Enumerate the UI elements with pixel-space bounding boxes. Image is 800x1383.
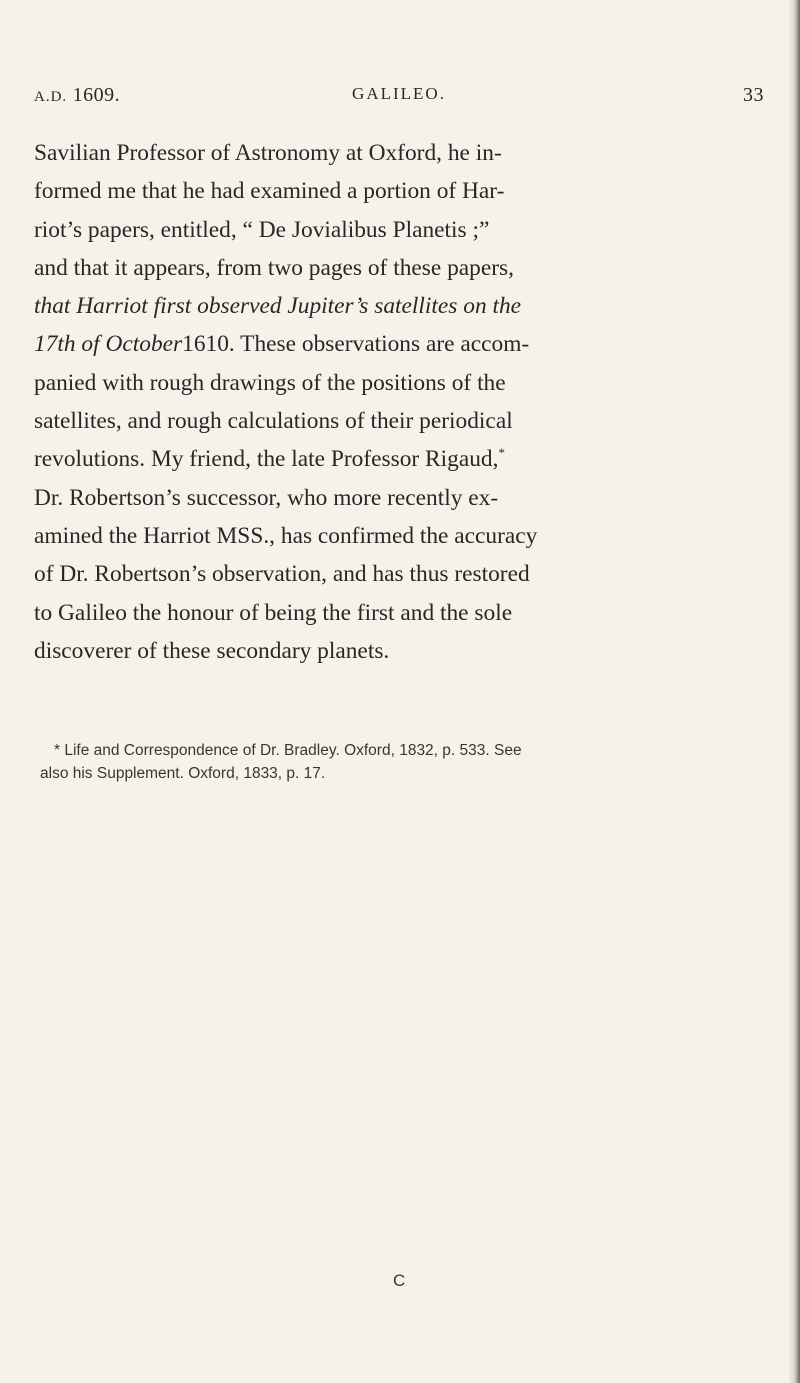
footnote-line bbox=[40, 762, 765, 785]
text-line-content: panied with rough drawings of the positions of the bbox=[34, 369, 506, 396]
text-line-content: riot’s papers, entitled, “ De Jovialibus Planetis ;” bbox=[34, 216, 490, 243]
text-line-content: Savilian Professor of Astronomy at Oxford, he in- bbox=[34, 140, 502, 166]
footnote-line bbox=[40, 739, 765, 762]
text-line bbox=[34, 364, 765, 402]
text-line-content: revolutions. My friend, the late Professor Rigaud, bbox=[34, 446, 499, 473]
text-line bbox=[34, 594, 765, 632]
text-line bbox=[34, 287, 765, 325]
text-line bbox=[34, 134, 765, 172]
italic-text-line: that Harriot first observed Jupiter’s satellites on the bbox=[34, 293, 522, 320]
text-line bbox=[34, 402, 765, 440]
text-line bbox=[34, 555, 765, 593]
running-head-title: GALILEO. bbox=[352, 84, 446, 103]
text-line-content: of Dr. Robertson’s observation, and has thus restored bbox=[34, 561, 530, 588]
page-binding-edge bbox=[788, 0, 800, 1383]
text-line bbox=[34, 211, 765, 249]
text-line-content: satellites, and rough calculations of their periodical bbox=[34, 408, 513, 435]
footnote-reference-mark: * bbox=[498, 445, 505, 461]
body-paragraph bbox=[34, 134, 765, 670]
text-line-content: amined the Harriot MSS., has confirmed the accuracy bbox=[34, 522, 538, 549]
text-line-content: and that it appears, from two pages of these papers, bbox=[34, 254, 514, 281]
running-head-era: A.D. bbox=[34, 89, 68, 105]
running-head-year: 1609. bbox=[72, 84, 121, 106]
footnote-text: also his Supplement. Oxford, 1833, p. 17. bbox=[40, 765, 326, 782]
signature-mark: C bbox=[393, 1271, 406, 1290]
text-line bbox=[34, 632, 765, 670]
text-line-content: discoverer of these secondary planets. bbox=[34, 637, 390, 664]
text-line-content: formed me that he had examined a portion of Har- bbox=[34, 178, 505, 205]
text-line bbox=[34, 479, 765, 517]
italic-date: 17th of October bbox=[34, 331, 183, 358]
running-head bbox=[34, 84, 764, 114]
text-line bbox=[34, 325, 765, 363]
footnote-text: * Life and Correspondence of Dr. Bradley. Oxford, 1832, p. 533. See bbox=[54, 742, 522, 759]
page-number: 33 bbox=[743, 84, 764, 106]
text-line bbox=[34, 517, 765, 555]
text-line bbox=[34, 440, 765, 478]
text-line bbox=[34, 249, 765, 287]
footnote bbox=[40, 739, 765, 785]
text-line-content: Dr. Robertson’s successor, who more recently ex- bbox=[34, 484, 499, 511]
text-line-content: to Galileo the honour of being the first and the sole bbox=[34, 599, 513, 626]
text-line-content: 1610. These observations are accom- bbox=[182, 331, 530, 358]
text-line bbox=[34, 172, 765, 210]
